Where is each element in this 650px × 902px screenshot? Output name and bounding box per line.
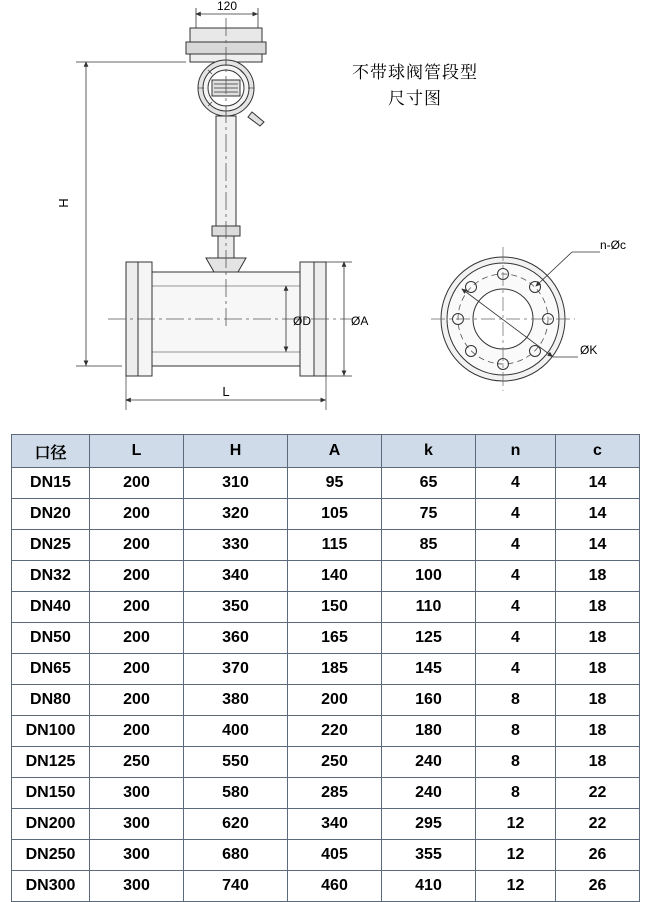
cell-value: 18: [556, 654, 640, 685]
cell-caliber: DN40: [12, 592, 90, 623]
table-row: [12, 840, 640, 871]
cell-value: 295: [382, 809, 476, 840]
cell-value: 65: [382, 468, 476, 499]
cell-value: 110: [382, 592, 476, 623]
cell-value: 300: [90, 871, 184, 902]
cell-value: 240: [382, 747, 476, 778]
cell-value: 200: [90, 592, 184, 623]
cell-value: 740: [184, 871, 288, 902]
cell-value: 18: [556, 623, 640, 654]
cell-value: 550: [184, 747, 288, 778]
cell-value: 380: [184, 685, 288, 716]
technical-drawing: [0, 0, 650, 430]
cell-value: 165: [288, 623, 382, 654]
cell-value: 4: [476, 468, 556, 499]
cell-value: 355: [382, 840, 476, 871]
table-row: [12, 685, 640, 716]
cell-value: 300: [90, 840, 184, 871]
cell-value: 250: [288, 747, 382, 778]
table-row: [12, 499, 640, 530]
cell-caliber: DN125: [12, 747, 90, 778]
column-header-k: k: [382, 435, 476, 468]
cell-value: 200: [288, 685, 382, 716]
cell-value: 405: [288, 840, 382, 871]
cell-value: 18: [556, 716, 640, 747]
cell-value: 14: [556, 468, 640, 499]
cell-value: 620: [184, 809, 288, 840]
table-body: [12, 468, 640, 902]
cell-value: 200: [90, 499, 184, 530]
dim-label-bolt-circle: ØK: [580, 343, 598, 357]
table-row: [12, 654, 640, 685]
cell-value: 150: [288, 592, 382, 623]
cell-value: 220: [288, 716, 382, 747]
dim-label-diameter-a: ØA: [351, 314, 369, 328]
table-row: [12, 530, 640, 561]
cell-value: 310: [184, 468, 288, 499]
cell-value: 160: [382, 685, 476, 716]
cell-value: 85: [382, 530, 476, 561]
cell-value: 8: [476, 716, 556, 747]
table-row: [12, 871, 640, 902]
cell-value: 330: [184, 530, 288, 561]
cell-value: 18: [556, 747, 640, 778]
dimensions-table: [11, 434, 640, 902]
cell-value: 360: [184, 623, 288, 654]
drawing-title-line2: 尺寸图: [388, 89, 442, 108]
table-row: [12, 809, 640, 840]
cell-value: 22: [556, 809, 640, 840]
cell-value: 8: [476, 747, 556, 778]
cell-value: 140: [288, 561, 382, 592]
cell-value: 8: [476, 685, 556, 716]
cell-caliber: DN50: [12, 623, 90, 654]
cell-value: 14: [556, 499, 640, 530]
dim-label-holes: n-Øc: [600, 238, 627, 252]
cell-value: 240: [382, 778, 476, 809]
column-header-c: c: [556, 435, 640, 468]
cell-caliber: DN20: [12, 499, 90, 530]
drawing-title-line1: 不带球阀管段型: [352, 63, 478, 82]
cell-value: 340: [288, 809, 382, 840]
cell-caliber: DN32: [12, 561, 90, 592]
cell-caliber: DN300: [12, 871, 90, 902]
cell-value: 75: [382, 499, 476, 530]
cell-value: 300: [90, 809, 184, 840]
cell-value: 370: [184, 654, 288, 685]
table-header-row: [12, 435, 640, 468]
cell-value: 14: [556, 530, 640, 561]
cell-value: 460: [288, 871, 382, 902]
cell-value: 115: [288, 530, 382, 561]
cell-value: 185: [288, 654, 382, 685]
cell-value: 320: [184, 499, 288, 530]
cell-value: 105: [288, 499, 382, 530]
cell-value: 145: [382, 654, 476, 685]
cell-value: 400: [184, 716, 288, 747]
cell-value: 4: [476, 499, 556, 530]
dim-label-top-width: 120: [216, 0, 238, 13]
cell-caliber: DN200: [12, 809, 90, 840]
column-header-n: n: [476, 435, 556, 468]
cell-value: 8: [476, 778, 556, 809]
cell-value: 125: [382, 623, 476, 654]
column-header-a: A: [288, 435, 382, 468]
dim-label-height: H: [56, 198, 71, 208]
cell-value: 200: [90, 654, 184, 685]
cell-value: 200: [90, 716, 184, 747]
cell-value: 340: [184, 561, 288, 592]
cell-value: 200: [90, 530, 184, 561]
cell-value: 200: [90, 468, 184, 499]
cell-value: 580: [184, 778, 288, 809]
cell-value: 18: [556, 592, 640, 623]
cell-caliber: DN15: [12, 468, 90, 499]
cell-value: 22: [556, 778, 640, 809]
cell-value: 350: [184, 592, 288, 623]
cell-value: 26: [556, 840, 640, 871]
cell-value: 4: [476, 654, 556, 685]
cell-value: 4: [476, 592, 556, 623]
column-header-l: L: [90, 435, 184, 468]
table-row: [12, 778, 640, 809]
column-header-h: H: [184, 435, 288, 468]
cell-caliber: DN100: [12, 716, 90, 747]
cell-value: 4: [476, 561, 556, 592]
table-row: [12, 747, 640, 778]
cell-caliber: DN65: [12, 654, 90, 685]
cell-value: 285: [288, 778, 382, 809]
cell-caliber: DN80: [12, 685, 90, 716]
cell-value: 410: [382, 871, 476, 902]
cell-value: 200: [90, 561, 184, 592]
cell-value: 12: [476, 871, 556, 902]
cell-value: 250: [90, 747, 184, 778]
cell-value: 300: [90, 778, 184, 809]
cell-value: 26: [556, 871, 640, 902]
cell-value: 180: [382, 716, 476, 747]
dim-label-length: L: [222, 384, 230, 399]
cell-value: 12: [476, 840, 556, 871]
cell-caliber: DN250: [12, 840, 90, 871]
cell-value: 200: [90, 623, 184, 654]
table-row: [12, 468, 640, 499]
cell-caliber: DN150: [12, 778, 90, 809]
cell-value: 18: [556, 561, 640, 592]
cell-value: 18: [556, 685, 640, 716]
cell-caliber: DN25: [12, 530, 90, 561]
table-row: [12, 592, 640, 623]
dim-label-diameter-d: ØD: [293, 314, 311, 328]
cell-value: 200: [90, 685, 184, 716]
table-row: [12, 716, 640, 747]
cell-value: 100: [382, 561, 476, 592]
table-row: [12, 561, 640, 592]
table-row: [12, 623, 640, 654]
cell-value: 95: [288, 468, 382, 499]
cell-value: 12: [476, 809, 556, 840]
drawing-title: [300, 60, 530, 112]
cell-value: 4: [476, 530, 556, 561]
cell-value: 680: [184, 840, 288, 871]
cell-value: 4: [476, 623, 556, 654]
column-header-caliber: 口径: [12, 435, 90, 468]
